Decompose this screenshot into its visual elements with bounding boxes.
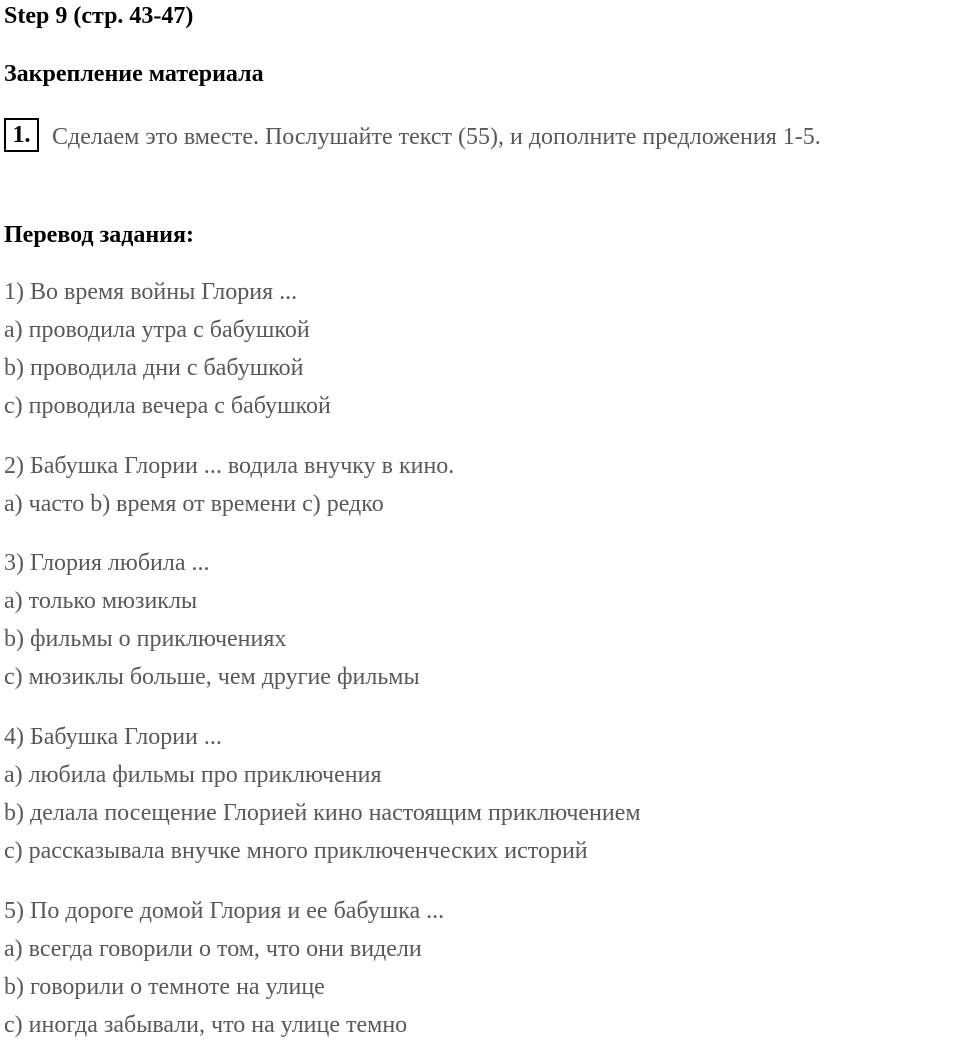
task-number-badge: 1.: [4, 118, 39, 152]
answer-option-c: c) проводила вечера с бабушкой: [4, 393, 331, 419]
answer-option-b: b) проводила дни с бабушкой: [4, 355, 304, 381]
question-3: [4, 544, 954, 696]
answer-option-c: c) рассказывала внучке много приключенческих историй: [4, 838, 588, 864]
question-text: 1) Во время войны Глория ...: [4, 279, 298, 305]
task-1: [4, 118, 954, 156]
answer-option-b: b) говорили о темноте на улице: [4, 974, 325, 1000]
question-4: [4, 718, 954, 870]
answer-option-c: c) мюзиклы больше, чем другие фильмы: [4, 664, 420, 690]
translation-heading: Перевод задания:: [4, 222, 194, 248]
question-1: [4, 273, 954, 425]
answer-option-b: b) делала посещение Глорией кино настоящим приключением: [4, 800, 641, 826]
answer-option-a: a) проводила утра с бабушкой: [4, 317, 310, 343]
answer-options: a) часто b) время от времени c) редко: [4, 491, 384, 517]
answer-option-a: a) любила фильмы про приключения: [4, 762, 382, 788]
section-title: Закрепление материала: [4, 61, 264, 87]
step-title: Step 9 (стр. 43-47): [4, 3, 194, 29]
answer-option-a: a) только мюзиклы: [4, 588, 198, 614]
question-5: [4, 892, 954, 1044]
answer-option-c: c) иногда забывали, что на улице темно: [4, 1012, 408, 1038]
task-instruction: Сделаем это вместе. Послушайте текст (55), и дополните предложения 1-5.: [52, 124, 821, 150]
question-text: 3) Глория любила ...: [4, 550, 210, 576]
question-text: 4) Бабушка Глории ...: [4, 724, 222, 750]
answer-option-b: b) фильмы о приключениях: [4, 626, 287, 652]
question-text: 5) По дороге домой Глория и ее бабушка ...: [4, 898, 445, 924]
question-text: 2) Бабушка Глории ... водила внучку в кино.: [4, 453, 455, 479]
question-2: [4, 447, 954, 523]
answer-option-a: a) всегда говорили о том, что они видели: [4, 936, 422, 962]
